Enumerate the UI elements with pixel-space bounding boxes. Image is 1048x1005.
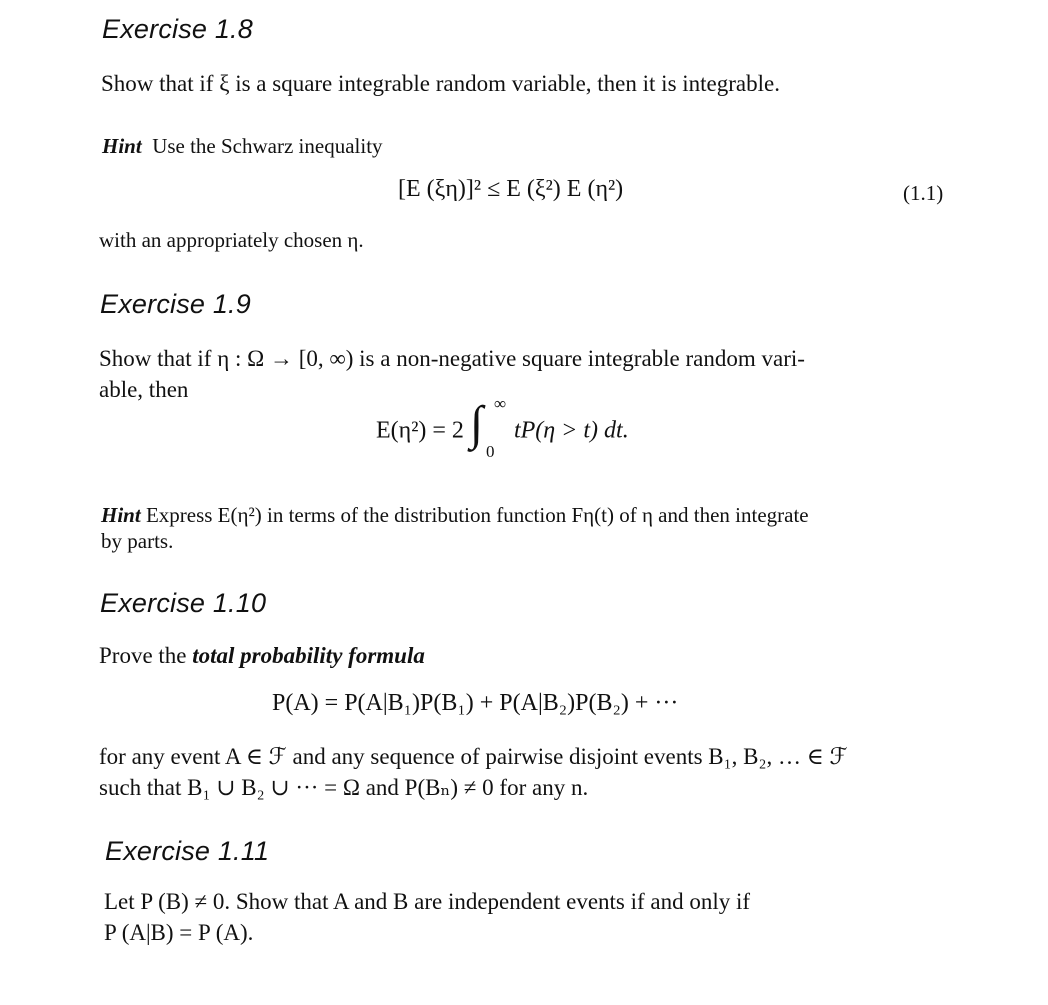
statement-prefix: Prove the bbox=[99, 643, 187, 668]
hint-label: Hint bbox=[102, 134, 142, 158]
total-probability-emphasis: total probability formula bbox=[192, 643, 425, 668]
exercise-1-10-conditions bbox=[99, 741, 848, 803]
hint-line-1: Express E(η²) in terms of the distribution function Fη(t) of η and then integrate bbox=[145, 503, 809, 527]
exercise-1-9-statement bbox=[99, 343, 805, 405]
exercise-1-8-statement: Show that if ξ is a square integrable random variable, then it is integrable. bbox=[101, 71, 780, 96]
exercise-1-8-after-equation: with an appropriately chosen η. bbox=[99, 228, 364, 252]
exercise-1-8-hint bbox=[102, 133, 383, 159]
conditions-line-2: such that B₁ ∪ B₂ ∪ ··· = Ω and P(Bₙ) ≠ 0 for any n. bbox=[99, 775, 589, 800]
hint-text: Use the Schwarz inequality bbox=[152, 134, 383, 158]
hint-label: Hint bbox=[101, 503, 141, 527]
statement-line-1: Show that if η : Ω → [0, ∞) is a non-negative square integrable random vari- bbox=[99, 346, 805, 371]
integral-sign: ∫ ∞ 0 bbox=[469, 394, 507, 461]
equation-rhs: tP(η > t) dt. bbox=[513, 417, 629, 444]
statement-line-1: Let P (B) ≠ 0. Show that A and B are independent events if and only if bbox=[104, 889, 751, 914]
schwarz-inequality-equation: [E (ξη)]² ≤ E (ξ²) E (η²) bbox=[398, 176, 624, 202]
exercise-1-10-title: Exercise 1.10 bbox=[100, 588, 267, 618]
equation-lhs: E(η²) = 2 bbox=[376, 417, 464, 444]
integral-lower-limit: 0 bbox=[485, 442, 495, 461]
exercise-1-10-statement bbox=[99, 640, 425, 671]
exercise-1-8-title: Exercise 1.8 bbox=[102, 14, 253, 44]
statement-line-2: P (A|B) = P (A). bbox=[104, 920, 254, 945]
equation-number: (1.1) bbox=[903, 181, 944, 205]
statement-line-2: able, then bbox=[99, 377, 189, 402]
exercise-1-9-hint bbox=[101, 502, 809, 554]
second-moment-equation bbox=[376, 394, 629, 461]
integral-upper-limit: ∞ bbox=[493, 394, 507, 413]
total-probability-equation: P(A) = P(A|B₁)P(B₁) + P(A|B₂)P(B₂) + ··· bbox=[272, 690, 679, 716]
exercise-1-11-statement bbox=[104, 886, 750, 948]
exercise-1-9-title: Exercise 1.9 bbox=[100, 289, 251, 319]
exercise-1-11-title: Exercise 1.11 bbox=[105, 836, 270, 866]
conditions-line-1: for any event A ∈ ℱ and any sequence of pairwise disjoint events B₁, B₂, … ∈ ℱ bbox=[99, 744, 848, 769]
hint-line-2: by parts. bbox=[101, 529, 174, 553]
